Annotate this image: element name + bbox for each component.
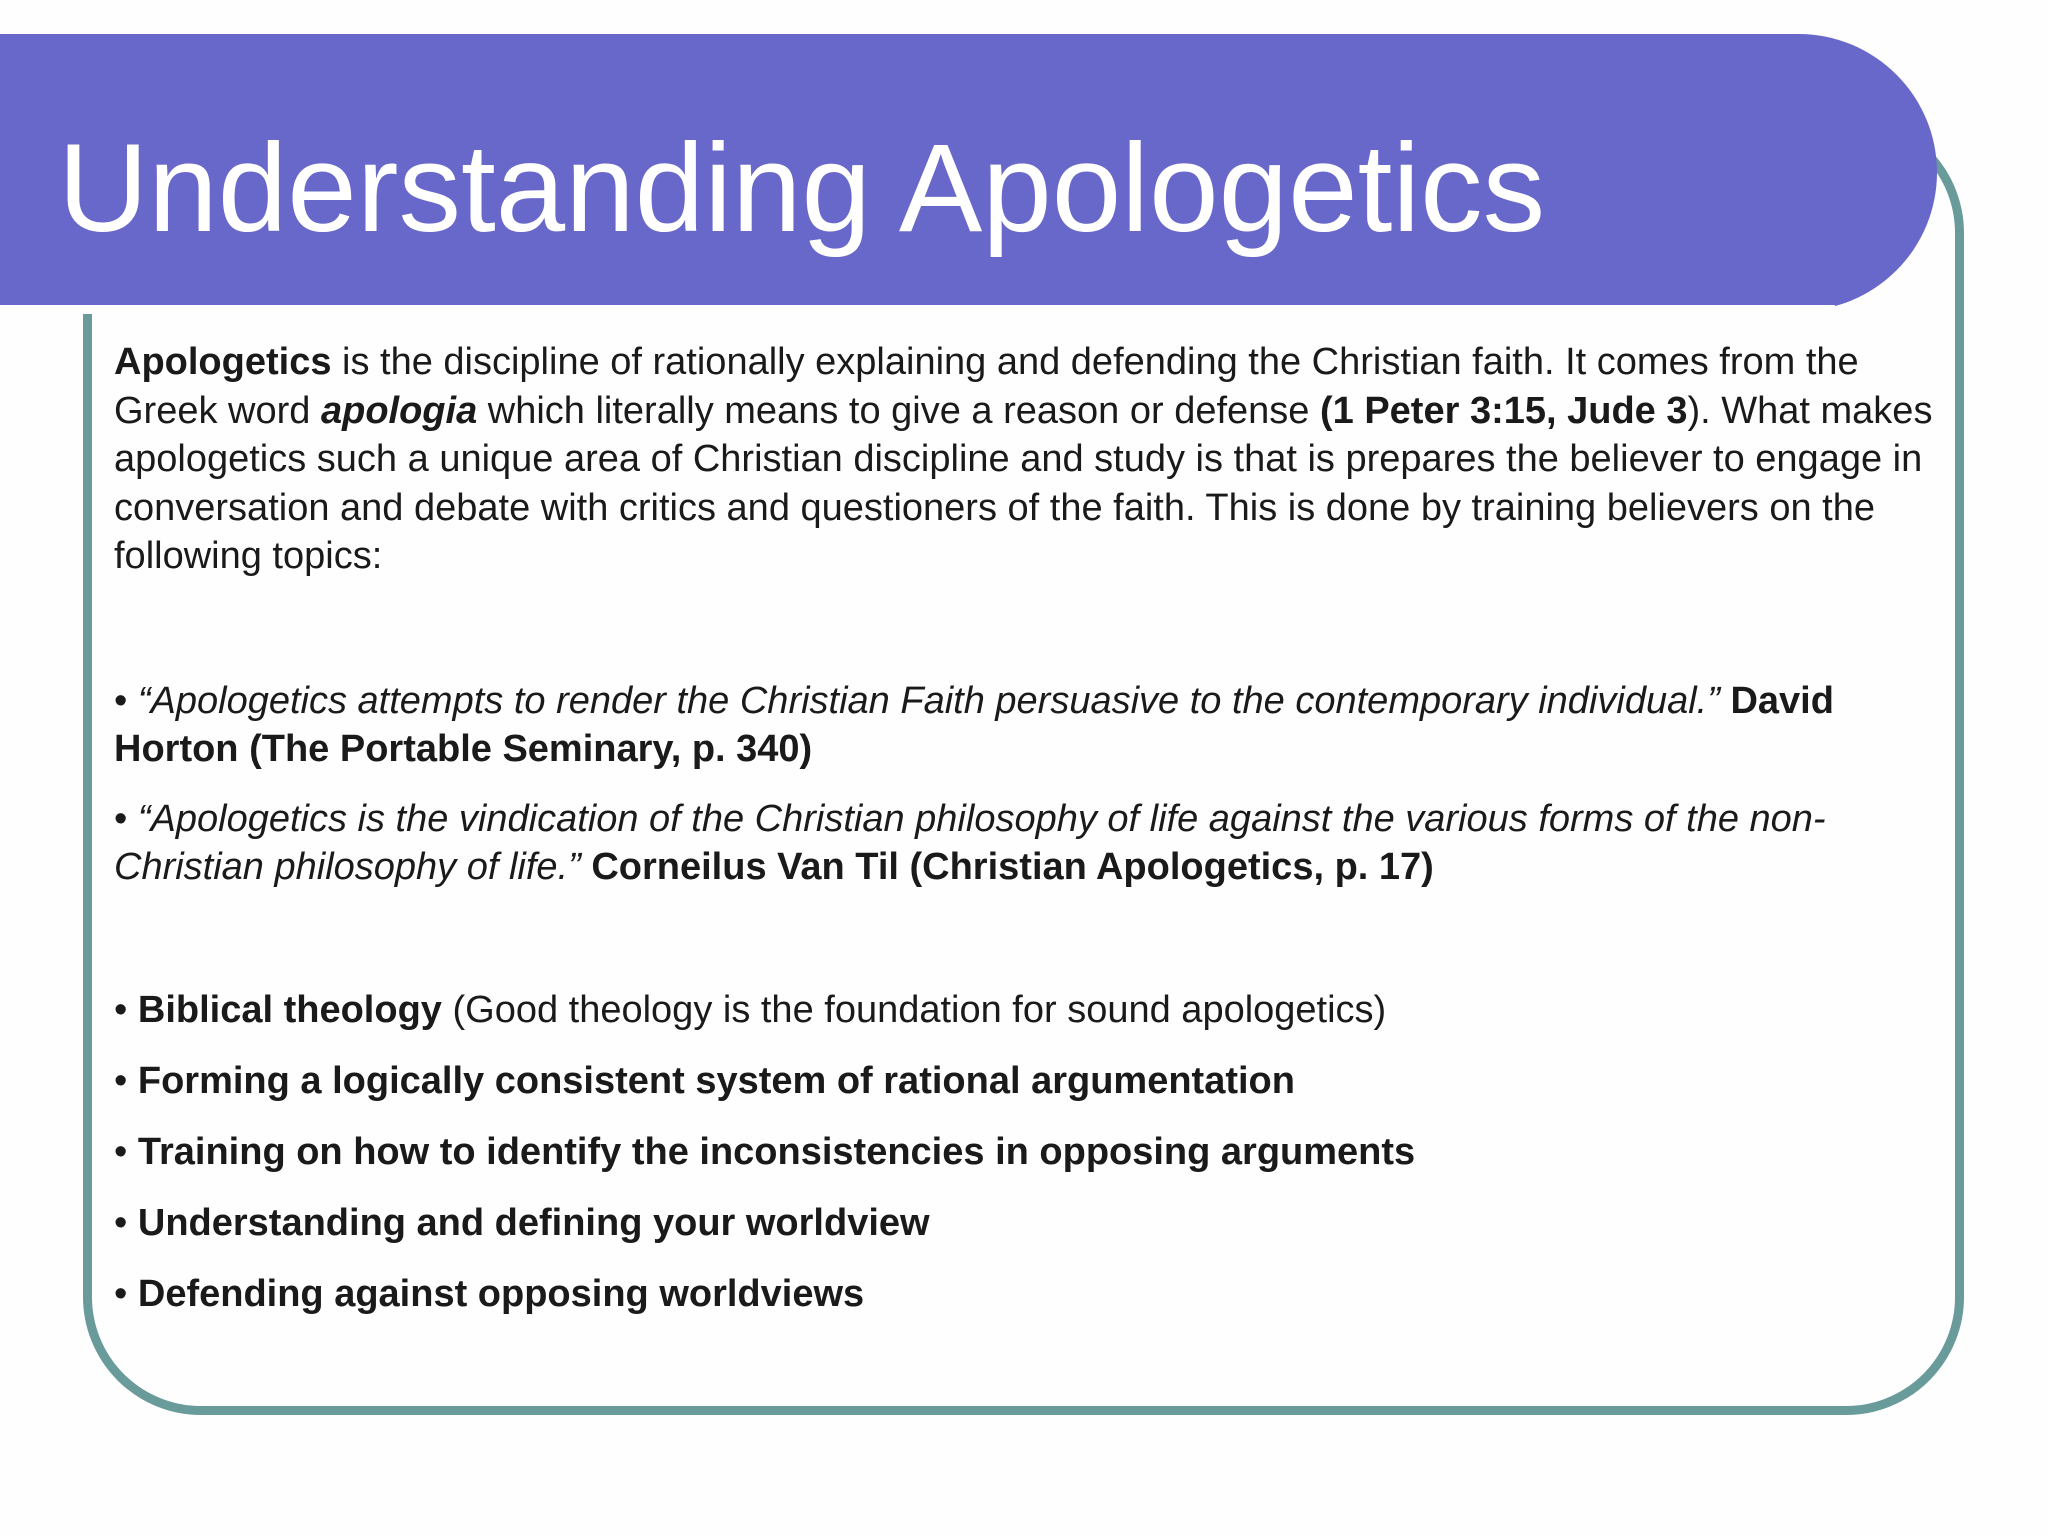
quote-source: David Horton (The Portable Seminary, p. 340)	[114, 679, 1834, 770]
quote-source: Corneilus Van Til (Christian Apologetics, p. 17)	[580, 845, 1434, 888]
scripture-references: (1 Peter 3:15, Jude 3	[1319, 389, 1688, 432]
intro-text-2: which literally means to give a reason or defense	[477, 389, 1320, 432]
topic-item	[114, 1269, 1950, 1319]
intro-term: Apologetics	[114, 341, 332, 383]
bullet: •	[114, 797, 138, 840]
topic-item	[114, 1127, 1950, 1177]
greek-word: apologia	[320, 389, 478, 432]
quote-text: “Apologetics is the vindication of the Christian philosophy of life against the various forms of the non-Christian philosophy of life.”	[114, 797, 1826, 888]
bullet: •	[114, 679, 138, 722]
intro-text-1: is the discipline of rationally explaining and defending the Christian faith. It comes from the Greek word	[114, 341, 1859, 432]
quote-text: “Apologetics attempts to render the Christian Faith persuasive to the contemporary individual.”	[137, 679, 1720, 722]
bullet: •	[114, 1201, 138, 1244]
title-banner	[0, 34, 1937, 311]
title-underline-rule	[0, 305, 1835, 314]
topic-label: Biblical theology	[137, 988, 442, 1031]
bullet: •	[114, 1130, 138, 1173]
topic-label: Training on how to identify the inconsistencies in opposing arguments	[137, 1130, 1416, 1173]
quote-item	[114, 677, 1950, 773]
topic-label: Defending against opposing worldviews	[137, 1272, 865, 1315]
bullet: •	[114, 1272, 138, 1315]
bullet: •	[114, 1059, 138, 1102]
slide-body	[114, 338, 1950, 1319]
topic-label: Forming a logically consistent system of rational argumentation	[137, 1059, 1295, 1102]
topic-item	[114, 985, 1950, 1035]
slide-title: Understanding Apologetics	[58, 119, 1546, 258]
intro-paragraph	[114, 338, 1950, 581]
intro-text-3: ). What makes apologetics such a unique area of Christian discipline and study is that is prepares the believer to engage in conversation and debate with critics and questioners of the faith. This is done by training believers on the following topics:	[114, 389, 1933, 577]
bullet: •	[114, 988, 138, 1031]
topic-item	[114, 1056, 1950, 1106]
topic-item	[114, 1198, 1950, 1248]
topic-label: Understanding and defining your worldview	[137, 1201, 930, 1244]
topic-note: (Good theology is the foundation for sound apologetics)	[441, 988, 1387, 1031]
quote-item	[114, 795, 1950, 891]
